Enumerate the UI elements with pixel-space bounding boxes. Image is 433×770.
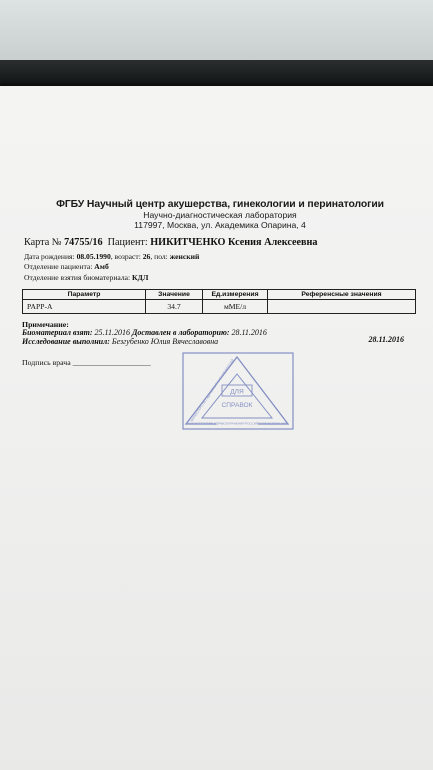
- sampling-department: [24, 273, 148, 282]
- stamp-center-bottom: СПРАВОК: [221, 402, 253, 409]
- signature-label: Подпись врача: [22, 358, 71, 367]
- biomaterial-dates: [22, 328, 267, 337]
- taken-date: 25.11.2016: [94, 328, 130, 337]
- patient-label: Пациент:: [107, 237, 148, 248]
- results-table: [22, 289, 416, 314]
- performed-by: Безгубенко Юлия Вячеславовна: [111, 337, 219, 346]
- note-label: Примечание:: [22, 320, 69, 329]
- department-label: Отделение пациента:: [24, 262, 93, 271]
- dob-value: 08.05.1990: [76, 252, 111, 261]
- cell-unit: мМЕ/л: [203, 300, 268, 314]
- stamp-center-top: ДЛЯ: [230, 388, 244, 396]
- signature-line: ____________________: [72, 358, 151, 367]
- card-label: Карта №: [24, 237, 62, 248]
- dob-label: Дата рождения:: [24, 252, 75, 261]
- header-reference: Референсные значения: [268, 290, 416, 300]
- cell-parameter: PAPP-A: [23, 300, 146, 314]
- document-header: [20, 199, 420, 230]
- laboratory-name: Научно-диагностическая лаборатория: [143, 210, 297, 220]
- window-background: [0, 0, 433, 60]
- performed-line: [22, 337, 404, 346]
- table-row: [23, 300, 416, 314]
- patient-demographics: Дата рождения: 08.05.1990, возраст: 26, пол: женский: [24, 252, 200, 261]
- patient-name: НИКИТЧЕНКО Ксения Алексеевна: [150, 237, 318, 248]
- doctor-signature: [22, 358, 151, 367]
- performed-label: Исследование выполнил:: [22, 337, 110, 346]
- header-parameter: Параметр: [23, 290, 146, 300]
- delivered-label: Доставлен в лабораторию:: [131, 328, 230, 337]
- stamp-ring-text: МИНИСТЕРСТВО ЗДРАВООХРАНЕНИЯ РОССИЙ: [189, 358, 235, 423]
- header-value: Значение: [146, 290, 203, 300]
- sampling-value: КДЛ: [132, 273, 149, 282]
- department-value: Амб: [94, 262, 109, 271]
- card-patient-line: [24, 237, 317, 248]
- organization-title: ФГБУ Научный центр акушерства, гинекологии и перинатологии: [56, 199, 384, 210]
- card-number: 74755/16: [64, 237, 103, 248]
- organization-address: 117997, Москва, ул. Академика Опарина, 4: [134, 220, 306, 230]
- patient-department: [24, 262, 109, 271]
- sex-value: женский: [169, 252, 200, 261]
- for-reference-stamp: [182, 352, 294, 430]
- taken-label: Биоматериал взят:: [22, 328, 93, 337]
- sex-label: пол:: [154, 252, 168, 261]
- cell-value: 34.7: [146, 300, 203, 314]
- report-date: 28.11.2016: [368, 335, 404, 344]
- age-label: возраст:: [114, 252, 141, 261]
- cell-reference: [268, 300, 416, 314]
- age-value: 26: [142, 252, 151, 261]
- delivered-date: 28.11.2016: [231, 328, 267, 337]
- sampling-label: Отделение взятия биоматериала:: [24, 273, 131, 282]
- stamp-bottom-text: МИНИСТЕРСТВО ЗДРАВООХРАНЕНИЯ РОССИЙСКОЙ ФЕДЕРАЦИИ: [188, 421, 286, 426]
- results-header-row: [23, 290, 416, 300]
- header-unit: Ед.измерения: [203, 290, 268, 300]
